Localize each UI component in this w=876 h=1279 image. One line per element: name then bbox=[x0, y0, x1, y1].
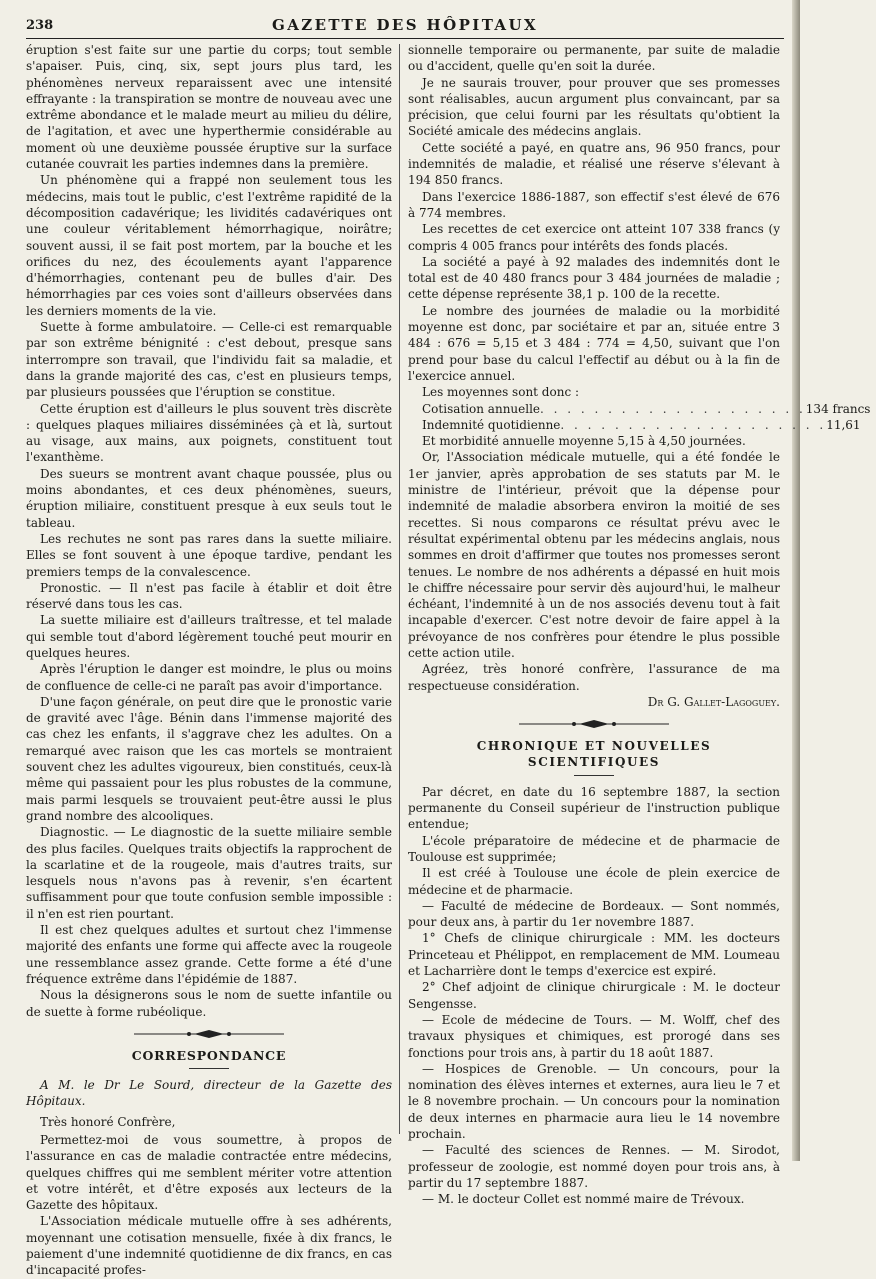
paragraph: — Faculté de médecine de Bordeaux. — Sont nommés, pour deux ans, à partir du 1er novembre 1887. bbox=[408, 898, 780, 930]
paragraph: Les moyennes sont donc : bbox=[422, 385, 580, 400]
heading-rule bbox=[574, 775, 614, 776]
paragraph: La suette miliaire est d'ailleurs traîtresse, et tel malade qui semble tout d'abord légèrement touché peut mourir en quelques heures. bbox=[26, 613, 392, 660]
page-number: 238 bbox=[26, 18, 54, 33]
ledger-row bbox=[408, 417, 861, 433]
paragraph: Suette à forme ambulatoire. — Celle-ci est remarquable par son extrême bénignité : c'est debout, presque sans interrompre son travail, que l'individu fait sa maladie, et dans la grande majorité des cas, c'est en plusieurs temps, par plusieurs poussées que l'éruption se constitue. bbox=[26, 320, 392, 400]
heading-rule bbox=[189, 1068, 229, 1069]
paragraph: — Faculté des sciences de Rennes. — M. Sirodot, professeur de zoologie, est nommé doyen pour trois ans, à partir du 17 septembre 1887. bbox=[408, 1143, 780, 1190]
ledger-leader: . . . . . . . . . . . . . . . . . . . . bbox=[540, 401, 806, 416]
right-column bbox=[408, 42, 871, 1207]
paragraph: Et morbidité annuelle moyenne 5,15 à 4,50 journées. bbox=[422, 434, 746, 449]
section-ornament bbox=[134, 1029, 284, 1039]
left-column bbox=[26, 42, 392, 1278]
letter-signature: Dr G. Gallet-Lagoguey. bbox=[647, 694, 780, 709]
paragraph: Je ne saurais trouver, pour prouver que ses promesses sont réalisables, aucun argument plus convaincant, par sa précision, que celui fourni par les résultats qu'obtient la Société amicale des médecins anglais. bbox=[408, 75, 780, 139]
ledger-leader: . . . . . . . . . . . . . . . . . . . . bbox=[560, 417, 827, 432]
paragraph: Pronostic. — Il n'est pas facile à établir et doit être réservé dans tous les cas. bbox=[26, 580, 392, 612]
paragraph: Des sueurs se montrent avant chaque poussée, plus ou moins abondantes, et ces deux phénomènes, sueurs, éruption miliaire, constituent presque à eux seuls tout le tableau. bbox=[26, 466, 392, 530]
ledger-label: Cotisation annuelle bbox=[422, 401, 541, 416]
paragraph: Un phénomène qui a frappé non seulement tous les médecins, mais tout le public, c'est l'extrême rapidité de la décomposition cadavérique; les lividités cadavériques ont une couleur véritablement hémorrhagique, noirâtre; souvent aussi, il se fait post mortem, par la bouche et les orifices du nez, des écoulements ayant l'apparence d'hémorrhagies, contenant peu de bulles d'air. Des hémorrhagies par ces voies sont d'ailleurs observées dans les derniers moments de la vie. bbox=[26, 173, 392, 318]
paragraph: Cette éruption est d'ailleurs le plus souvent très discrète : quelques plaques miliaires disséminées çà et là, surtout au visage, aux mains, aux poignets, constituent tout l'exanthème. bbox=[26, 401, 392, 465]
ledger-amount: 11,61 bbox=[826, 417, 861, 432]
paragraph: sionnelle temporaire ou permanente, par suite de maladie ou d'accident, quelle qu'en soit la durée. bbox=[408, 43, 780, 74]
paragraph: Permettez-moi de vous soumettre, à propos de l'assurance en cas de maladie contractée entre médecins, quelques chiffres qui me semblent mériter votre attention et votre intérêt, et d'être exposés aux lecteurs de la Gazette des hôpitaux. bbox=[26, 1133, 392, 1213]
paragraph: La société a payé à 92 malades des indemnités dont le total est de 40 480 francs pour 3 484 journées de maladie ; cette dépense représente 38,1 p. 100 de la recette. bbox=[408, 254, 780, 302]
ledger-label: Indemnité quotidienne bbox=[422, 417, 561, 432]
paragraph: Le nombre des journées de maladie ou la morbidité moyenne est donc, par sociétaire et par an, située entre 3 484 : 676 = 5,15 et 3 484 : 774 = 4,50, suivant que l'on prend pour base du calcul l'effectif au début ou à la fin de l'exercice annuel. bbox=[408, 303, 780, 383]
letter-salutation: Très honoré Confrère, bbox=[40, 1114, 176, 1129]
paragraph: Les rechutes ne sont pas rares dans la suette miliaire. Elles se font souvent à une époque tardive, pendant les premiers temps de la convalescence. bbox=[26, 531, 392, 579]
chronique-heading: CHRONIQUE ET NOUVELLES SCIENTIFIQUES bbox=[476, 739, 712, 770]
paragraph: 2° Chef adjoint de clinique chirurgicale : M. le docteur Sengensse. bbox=[408, 980, 780, 1011]
header-rule bbox=[26, 38, 784, 39]
correspondance-heading: CORRESPONDANCE bbox=[131, 1047, 287, 1063]
paragraph: Il est chez quelques adultes et surtout chez l'immense majorité des enfants une forme qui affecte avec la rougeole une ressemblance assez grande. Cette forme a été d'une fréquence extrême dans l'épidémie de 1887. bbox=[26, 923, 392, 986]
paragraph: Nous la désignerons sous le nom de suette infantile ou de suette à forme rubéolique. bbox=[26, 988, 392, 1019]
section-ornament bbox=[519, 719, 669, 729]
paragraph: — M. le docteur Collet est nommé maire de Trévoux. bbox=[422, 1192, 745, 1207]
paragraph: Les recettes de cet exercice ont atteint 107 338 francs (y compris 4 005 francs pour intérêts des fonds placés. bbox=[408, 222, 780, 253]
paragraph: éruption s'est faite sur une partie du corps; tout semble s'apaiser. Puis, cinq, six, sept jours plus tard, les phénomènes nerveux reparaissent avec une intensité effrayante : la transpiration se montre de nouveau avec une extrême abondance et le malade meurt au milieu du délire, de l'agitation, et avec une hyperthermie considérable au moment où une deuxième poussée éruptive sur la surface cutanée couvrait les parties indemnes dans la première. bbox=[26, 43, 392, 172]
paragraph: — Ecole de médecine de Tours. — M. Wolff, chef des travaux physiques et chimiques, est prorogé dans ses fonctions pour trois ans, à partir du 18 août 1887. bbox=[408, 1012, 780, 1060]
paragraph: Diagnostic. — Le diagnostic de la suette miliaire semble des plus faciles. Quelques traits objectifs la rapprochent de la scarlatine et de la rougeole, mais d'autres traits, sur lesquels nous n'avons pas à revenir, s'en écartent suffisamment pour que toute confusion semble impossible : il n'en est rien pourtant. bbox=[26, 825, 392, 921]
page-edge bbox=[792, 0, 800, 1161]
paragraph: Cette société a payé, en quatre ans, 96 950 francs, pour indemnités de maladie, et réalisé une réserve s'élevant à 194 850 francs. bbox=[408, 140, 780, 188]
paragraph: L'Association médicale mutuelle offre à ses adhérents, moyennant une cotisation mensuelle, fixée à dix francs, le paiement d'une indemnité quotidienne de dix francs, en cas d'incapacité profes- bbox=[26, 1214, 392, 1278]
paragraph: Il est créé à Toulouse une école de plein exercice de médecine et de pharmacie. bbox=[408, 866, 780, 897]
paragraph: Après l'éruption le danger est moindre, le plus ou moins de confluence de celle-ci ne paraît pas avoir d'importance. bbox=[26, 662, 392, 693]
letter-addressee: A M. le Dr Le Sourd, directeur de la Gazette des Hôpitaux. bbox=[26, 1078, 392, 1109]
column-divider bbox=[399, 44, 400, 1134]
ledger-amount: 134 francs bbox=[805, 401, 871, 416]
paragraph: Or, l'Association médicale mutuelle, qui a été fondée le 1er janvier, après approbation de ses statuts par M. le ministre de l'intérieur, prévoit que la dépense pour indemnité de maladie absorbera environ la moitié de ses recettes. Si nous comparons ce résultat prévu avec le résultat expérimental obtenu par les médecins anglais, nous sommes en droit d'affirmer que toutes nos promesses seront tenues. Le nombre de nos adhérents a dépassé en huit mois le chiffre nécessaire pour servir dès aujourd'hui, le malheur échéant, l'indemnité à un de nos associés devenu tout à fait incapable d'exercer. C'est notre devoir de faire appel à la prévoyance de nos confrères pour étendre le plus possible cette action utile. bbox=[408, 450, 780, 660]
paragraph: Agréez, très honoré confrère, l'assurance de ma respectueuse considération. bbox=[408, 662, 780, 693]
ledger-row bbox=[408, 401, 871, 417]
paragraph: Par décret, en date du 16 septembre 1887, la section permanente du Conseil supérieur de l'instruction publique entendue; bbox=[408, 784, 780, 832]
paragraph: Dans l'exercice 1886-1887, son effectif s'est élevé de 676 à 774 membres. bbox=[408, 189, 780, 220]
paragraph: D'une façon générale, on peut dire que le pronostic varie de gravité avec l'âge. Bénin dans l'immense majorité des cas chez les enfants, il s'aggrave chez les adultes. On a remarqué avec raison que les cas mortels se montraient souvent chez les adultes vigoureux, bien constitués, ceux-là même qui passaient pour les plus robustes de la commune, mais parmi lesquels se trouvaient peut-être aussi le plus grand nombre des alcooliques. bbox=[26, 694, 392, 823]
page-header bbox=[26, 14, 784, 38]
paragraph: 1° Chefs de clinique chirurgicale : MM. les docteurs Princeteau et Phélippot, en remplacement de MM. Loumeau et Lacharrière dont le temps d'exercice est expiré. bbox=[408, 931, 780, 979]
journal-title: GAZETTE DES HÔPITAUX bbox=[271, 16, 538, 34]
paragraph: — Hospices de Grenoble. — Un concours, pour la nomination des élèves internes et externes, aura lieu le 7 et le 8 novembre prochain. — Un concours pour la nomination de deux internes en pharmacie aura lieu le 14 novembre prochain. bbox=[408, 1061, 780, 1141]
paragraph: L'école préparatoire de médecine et de pharmacie de Toulouse est supprimée; bbox=[408, 833, 780, 864]
